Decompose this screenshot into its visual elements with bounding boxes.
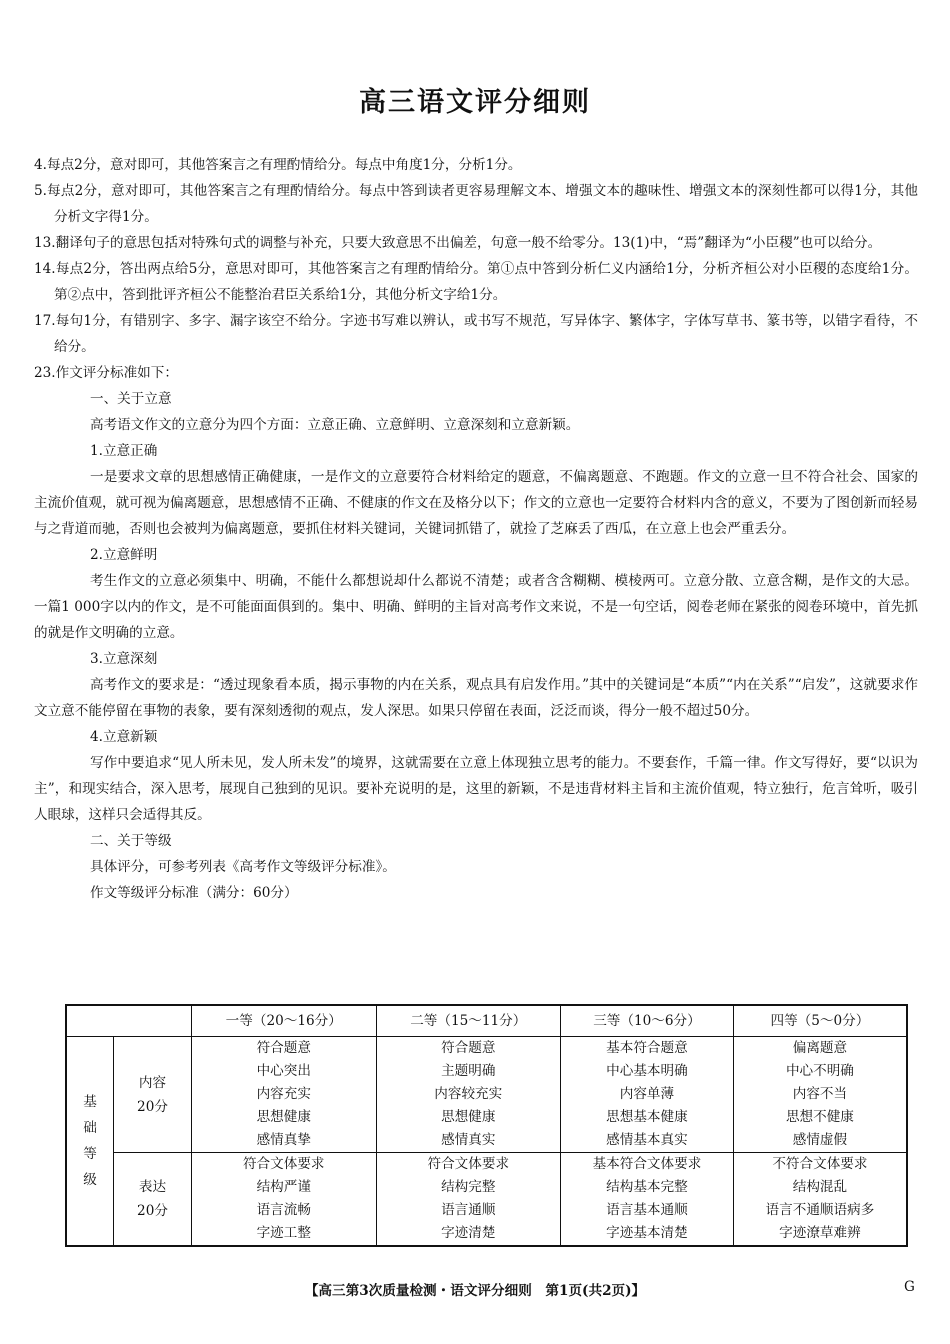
table-corner-cell <box>66 1005 192 1037</box>
group-label: 基 础 等 级 <box>66 1037 114 1247</box>
table-header: 一等（20～16分） <box>192 1005 377 1037</box>
table-header: 二等（15～11分） <box>376 1005 561 1037</box>
scoring-item <box>34 256 918 308</box>
table-cell: 符合文体要求 结构严谨 语言流畅 字迹工整 <box>192 1153 377 1247</box>
scoring-item <box>34 308 918 360</box>
item-number: 14. <box>34 261 56 277</box>
table-cell: 基本符合文体要求 结构基本完整 语言基本通顺 字迹基本清楚 <box>561 1153 734 1247</box>
subsection-heading: 3.立意深刻 <box>90 651 158 667</box>
section-intro: 高考语文作文的立意分为四个方面：立意正确、立意鲜明、立意深刻和立意新颖。 <box>90 417 580 433</box>
item-text: 翻译句子的意思包括对特殊句式的调整与补充，只要大致意思不出偏差，句意一般不给零分。13(1)中，“焉”翻译为“小臣稷”也可以给分。 <box>55 235 882 251</box>
scoring-item <box>34 178 918 230</box>
page-footer: 【高三第3次质量检测・语文评分细则 第1页(共2页)】 <box>304 1283 646 1299</box>
scoring-item <box>34 230 918 256</box>
table-cell: 不符合文体要求 结构混乱 语言不通顺语病多 字迹潦草难辨 <box>733 1153 907 1247</box>
paragraph: 考生作文的立意必须集中、明确，不能什么都想说却什么都说不清楚；或者含含糊糊、模棱两可。立意分散、立意含糊，是作文的大忌。一篇1 000字以内的作文，是不可能面面俱到的。集中、明确、鲜明的主旨对高考作文来说，不是一句空话，阅卷老师在紧张的阅卷环境中，首先抓的就是作文明确的立意。 <box>34 573 918 641</box>
table-row <box>66 1037 907 1153</box>
subsection-heading: 2.立意鲜明 <box>90 547 158 563</box>
table-header: 四等（5～0分） <box>733 1005 907 1037</box>
paragraph: 写作中要追求“见人所未见，发人所未发”的境界，这就需要在立意上体现独立思考的能力。不要套作，千篇一律。作文写得好，要“以识为主”，和现实结合，深入思考，展现自己独到的见识。要补充说明的是，这里的新颖，不是违背材料主旨和主流价值观，特立独行，危言耸听，吸引人眼球，这样只会适得其反。 <box>34 755 918 823</box>
subsection-heading: 4.立意新颖 <box>90 729 158 745</box>
item-text: 作文评分标准如下： <box>55 365 178 381</box>
paragraph: 高考作文的要求是：“透过现象看本质，揭示事物的内在关系，观点具有启发作用。”其中的关键词是“本质”“内在关系”“启发”，这就要求作文立意不能停留在事物的表象，要有深刻透彻的观点，发人深思。如果只停留在表面，泛泛而谈，得分一般不超过50分。 <box>34 677 918 719</box>
item-number: 17. <box>34 313 56 329</box>
table-header-row <box>66 1005 907 1037</box>
scoring-item <box>34 360 918 386</box>
table-cell: 符合题意 中心突出 内容充实 思想健康 感情真挚 <box>192 1037 377 1153</box>
category-cell: 表达 20分 <box>114 1153 192 1247</box>
table-cell: 符合题意 主题明确 内容较充实 思想健康 感情真实 <box>376 1037 561 1153</box>
item-text: 每点2分，意对即可，其他答案言之有理酌情给分。每点中答到读者更容易理解文本、增强文本的趣味性、增强文本的深刻性都可以得1分，其他分析文字得1分。 <box>46 183 918 225</box>
paper-code: G <box>904 1279 915 1295</box>
table-row <box>66 1153 907 1247</box>
item-text: 每点2分，意对即可，其他答案言之有理酌情给分。每点中角度1分，分析1分。 <box>46 157 522 173</box>
section-intro: 具体评分，可参考列表《高考作文等级评分标准》。 <box>90 859 396 875</box>
document-title: 高三语文评分细则 <box>359 87 591 118</box>
item-text: 每点2分，答出两点给5分，意思对即可，其他答案言之有理酌情给分。第①点中答到分析仁义内涵给1分，分析齐桓公对小臣稷的态度给1分。第②点中，答到批评齐桓公不能整治君臣关系给1分，其他分析文字给1分。 <box>54 261 918 303</box>
subsection-heading: 1.立意正确 <box>90 443 158 459</box>
item-number: 4. <box>34 157 47 173</box>
item-number: 5. <box>34 183 47 199</box>
grading-table <box>65 1004 908 1247</box>
table-caption: 作文等级评分标准（满分：60分） <box>90 885 298 901</box>
item-number: 23. <box>34 365 56 381</box>
table-cell: 基本符合题意 中心基本明确 内容单薄 思想基本健康 感情基本真实 <box>561 1037 734 1153</box>
item-number: 13. <box>34 235 56 251</box>
scoring-content <box>34 152 918 906</box>
section-heading: 二、关于等级 <box>90 833 172 849</box>
table-cell: 符合文体要求 结构完整 语言通顺 字迹清楚 <box>376 1153 561 1247</box>
table-header: 三等（10～6分） <box>561 1005 734 1037</box>
paragraph: 一是要求文章的思想感情正确健康，一是作文的立意要符合材料给定的题意，不偏离题意、不跑题。作文的立意一旦不符合社会、国家的主流价值观，就可视为偏离题意，思想感情不正确、不健康的作文在及格分以下；作文的立意也一定要符合材料内含的意义，不要为了图创新而轻易与之背道而驰，否则也会被判为偏离题意，要抓住材料关键词，关键词抓错了，就捡了芝麻丢了西瓜，在立意上也会严重丢分。 <box>34 469 918 537</box>
table-cell: 偏离题意 中心不明确 内容不当 思想不健康 感情虚假 <box>733 1037 907 1153</box>
scoring-item <box>34 152 918 178</box>
item-text: 每句1分，有错别字、多字、漏字该空不给分。字迹书写难以辨认，或书写不规范，写异体字、繁体字，字体写草书、篆书等，以错字看待，不给分。 <box>54 313 918 355</box>
category-cell: 内容 20分 <box>114 1037 192 1153</box>
section-heading: 一、关于立意 <box>90 391 172 407</box>
